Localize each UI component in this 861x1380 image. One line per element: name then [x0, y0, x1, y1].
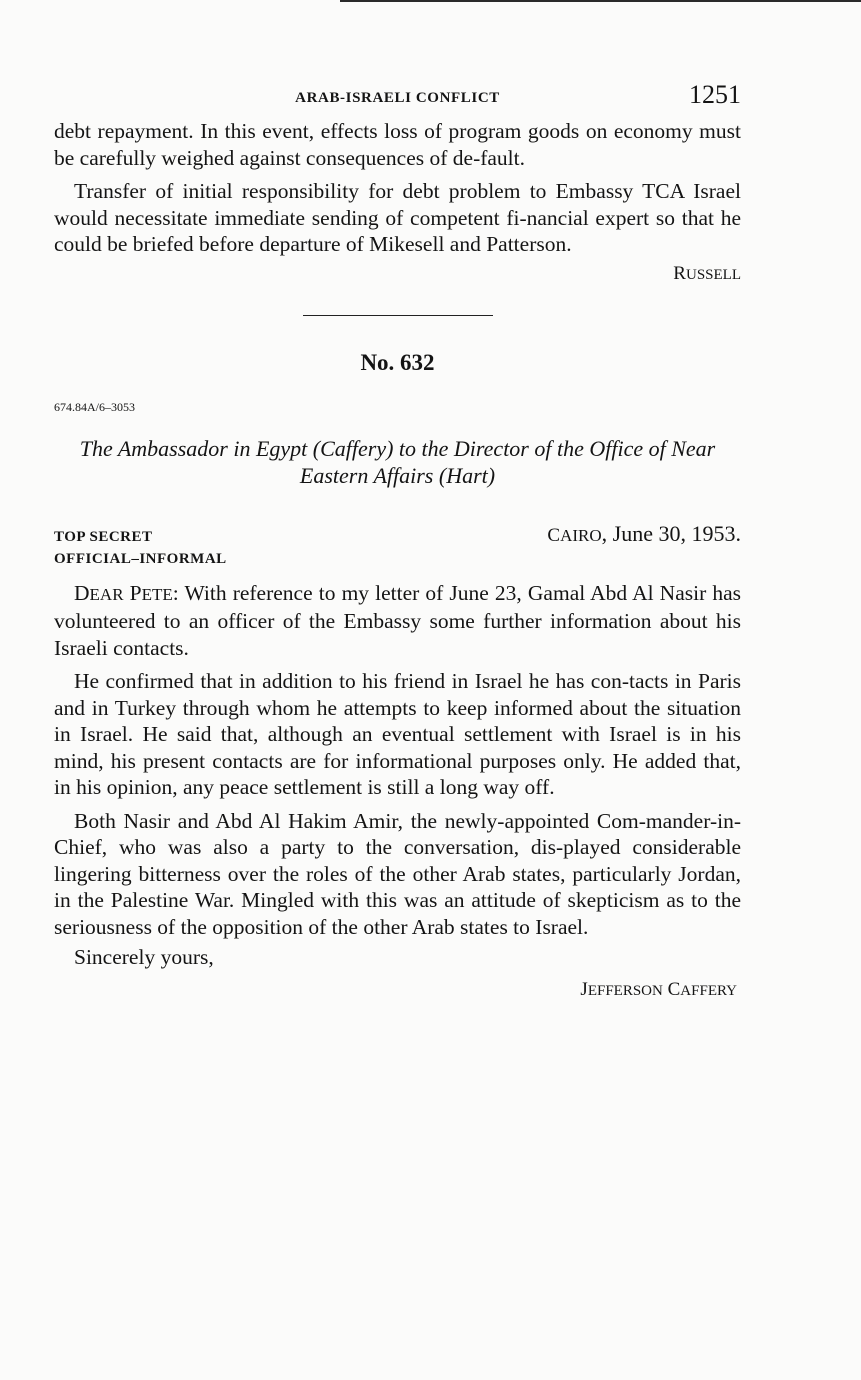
- page-number: 1251: [689, 80, 741, 109]
- salutation: DEAR PETE:: [74, 580, 179, 605]
- letter-paragraph-1-text: With reference to my letter of June 23, Gamal Abd Al Nasir has volunteered to an officer of the Embassy some further information about his Israeli contacts.: [54, 580, 742, 660]
- letter-paragraph-2: He confirmed that in addition to his friend in Israel he has con-tacts in Paris and in Turkey through whom he attempts to keep informed about the situation in Israel. He said that, although an eventual settlement with Israel is in his mind, his present contacts are for informational purposes only. He added that, in his opinion, any peace settlement is still a long way off.: [54, 669, 741, 799]
- classification-marking: [54, 526, 227, 570]
- previous-signature: RUSSELL: [673, 262, 741, 284]
- dateline: CAIRO, June 30, 1953.: [547, 520, 741, 546]
- top-edge-rule: [340, 0, 861, 2]
- document-number: No. 632: [360, 349, 435, 375]
- document-page: [54, 78, 741, 1001]
- letter-paragraph-3: Both Nasir and Abd Al Hakim Amir, the newly-appointed Com-mander-in-Chief, who was also a party to the conversation, dis-played considerable lingering bitterness over the roles of the other Arab states, particularly Jordan, in the Palestine War. Mingled with this was an attitude of skepticism as to the seriousness of the opposition of the other Arab states to Israel.: [54, 808, 741, 939]
- document-title: The Ambassador in Egypt (Caffery) to the Director of the Office of Near Eastern Affairs (Hart): [79, 435, 716, 488]
- continued-paragraph: debt repayment. In this event, effects loss of program goods on economy must be carefully weighed against consequences of de-fault.: [54, 119, 741, 170]
- letter-paragraph-1: [54, 580, 741, 662]
- section-divider: [303, 315, 493, 316]
- signature: JEFFERSON CAFFERY: [580, 978, 737, 1000]
- classification-line-2: OFFICIAL–INFORMAL: [54, 550, 227, 567]
- letter-meta: [54, 521, 741, 570]
- continued-paragraph-2: Transfer of initial responsibility for debt problem to Embassy TCA Israel would necessitate immediate sending of competent fi-nancial expert so that he could be briefed before departure of Mikesell and Patterson.: [54, 179, 741, 256]
- closing: Sincerely yours,: [74, 945, 214, 969]
- page-header: [54, 78, 741, 118]
- file-reference: 674.84A/6–3053: [54, 399, 135, 414]
- running-head: ARAB-ISRAELI CONFLICT: [295, 90, 500, 106]
- classification-line-1: TOP SECRET: [54, 528, 153, 545]
